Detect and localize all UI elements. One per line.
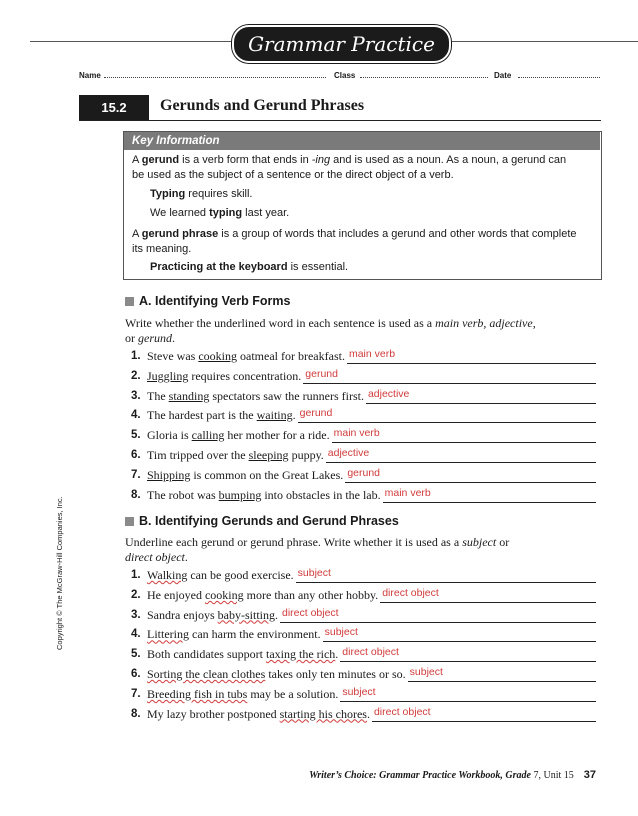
gerund-definition: A gerund is a verb form that ends in -ing and is used as a noun. As a noun, a gerund can be used as the subject of a sentence or the direct object of a verb. <box>132 154 567 181</box>
underlined-word: cooking <box>204 587 244 602</box>
answer-line[interactable] <box>380 602 596 603</box>
answer-line[interactable] <box>366 403 596 404</box>
lesson-number: 15.2 <box>79 95 149 120</box>
answer-text: direct object <box>342 646 399 659</box>
item-number: 3. <box>131 608 141 621</box>
item-sentence: The hardest part is the waiting. <box>147 408 296 423</box>
banner-title: Grammar Practice <box>232 25 451 63</box>
answer-text: direct object <box>281 606 339 619</box>
answer-text: direct object <box>373 705 431 718</box>
item-number: 7. <box>131 687 141 700</box>
item-number: 4. <box>131 409 141 422</box>
underlined-word: Shipping <box>147 467 191 482</box>
item-sentence: He enjoyed cooking more than any other hobby. <box>147 587 379 602</box>
class-field[interactable] <box>360 77 488 78</box>
example-2: We learned typing last year. <box>150 207 290 219</box>
underlined-word: standing <box>168 388 210 403</box>
answer-line[interactable] <box>340 661 596 662</box>
item-sentence: Gloria is calling her mother for a ride. <box>147 428 330 443</box>
item-number: 6. <box>131 449 141 461</box>
example-1: Typing requires skill. <box>150 188 253 200</box>
page-number: 37 <box>583 769 596 781</box>
item-number: 2. <box>131 369 141 382</box>
section-b-heading: B. Identifying Gerunds and Gerund Phrases <box>139 514 399 528</box>
item-sentence: Both candidates support taxing the rich. <box>147 647 339 662</box>
underlined-word: taxing the rich <box>265 647 336 662</box>
answer-text: subject <box>409 666 443 678</box>
underlined-word: sleeping <box>248 448 289 462</box>
item-number: 1. <box>131 569 141 581</box>
item-sentence: The standing spectators saw the runners first. <box>147 388 364 403</box>
section-a-instructions: Write whether the underlined word in each sentence is used as a main verb, adjective, or gerund. <box>125 316 536 345</box>
item-sentence: The robot was bumping into obstacles in the lab. <box>147 487 381 502</box>
underlined-word: bumping <box>218 487 262 502</box>
item-number: 5. <box>131 429 141 442</box>
underlined-word: Littering <box>147 627 189 642</box>
name-label: Name <box>79 71 101 80</box>
item-sentence: Sandra enjoys baby-sitting. <box>147 607 278 622</box>
answer-line[interactable] <box>326 462 596 463</box>
item-number: 6. <box>131 668 141 680</box>
section-a-square-icon <box>125 297 134 306</box>
section-b-square-icon <box>125 517 134 526</box>
item-number: 4. <box>131 628 141 641</box>
answer-text: gerund <box>347 466 381 479</box>
item-number: 3. <box>131 389 141 402</box>
answer-line[interactable] <box>345 482 596 483</box>
answer-line[interactable] <box>323 641 596 642</box>
underlined-word: Walking <box>147 568 188 582</box>
answer-text: main verb <box>333 427 380 440</box>
item-sentence: Juggling requires concentration. <box>147 368 302 383</box>
underlined-word: baby-sitting <box>217 607 275 622</box>
answer-line[interactable] <box>347 363 596 364</box>
underlined-word: starting his chores <box>279 706 367 721</box>
section-a-heading: A. Identifying Verb Forms <box>139 294 291 308</box>
underlined-word: waiting <box>256 408 293 423</box>
answer-text: subject <box>297 567 331 579</box>
item-sentence: Tim tripped over the sleeping puppy. <box>147 448 324 462</box>
underlined-word: Sorting the clean clothes <box>147 667 266 681</box>
answer-line[interactable] <box>332 442 596 443</box>
key-information-heading: Key Information <box>124 132 600 150</box>
answer-line[interactable] <box>408 681 596 682</box>
answer-text: main verb <box>384 486 431 499</box>
answer-line[interactable] <box>372 721 596 722</box>
gerund-phrase-definition: A gerund phrase is a group of words that includes a gerund and other words that complete its meaning. <box>132 228 577 255</box>
answer-line[interactable] <box>296 582 596 583</box>
name-field[interactable] <box>104 77 326 78</box>
item-sentence: My lazy brother postponed starting his chores. <box>147 706 370 721</box>
answer-line[interactable] <box>383 502 596 503</box>
answer-text: adjective <box>367 387 410 400</box>
underlined-word: Juggling <box>147 368 189 383</box>
item-sentence: Walking can be good exercise. <box>147 568 294 582</box>
class-label: Class <box>334 71 356 80</box>
underlined-word: Breeding fish in tubs <box>147 686 248 701</box>
answer-line[interactable] <box>298 422 596 423</box>
item-sentence: Steve was cooking oatmeal for breakfast. <box>147 349 345 363</box>
answer-text: adjective <box>327 447 370 459</box>
answer-text: subject <box>342 685 376 698</box>
item-number: 7. <box>131 468 141 481</box>
answer-text: main verb <box>348 348 396 360</box>
example-3: Practicing at the keyboard is essential. <box>150 261 349 273</box>
lesson-title: Gerunds and Gerund Phrases <box>160 97 365 114</box>
item-sentence: Breeding fish in tubs may be a solution. <box>147 686 339 701</box>
item-sentence: Sorting the clean clothes takes only ten minutes or so. <box>147 667 406 681</box>
answer-line[interactable] <box>280 622 596 623</box>
date-label: Date <box>494 71 512 80</box>
item-number: 8. <box>131 488 141 501</box>
section-b-instructions: Underline each gerund or gerund phrase. Write whether it is used as a subject or direct object. <box>125 535 510 564</box>
underlined-word: calling <box>191 428 225 443</box>
answer-line[interactable] <box>340 701 596 702</box>
copyright-notice: Copyright © The McGraw-Hill Companies, Inc. <box>55 496 64 650</box>
underlined-word: cooking <box>198 349 237 363</box>
date-field[interactable] <box>518 77 600 78</box>
item-number: 5. <box>131 648 141 661</box>
page-footer: Writer’s Choice: Grammar Practice Workbook, Grade 7, Unit 15 37 <box>309 769 596 781</box>
item-sentence: Littering can harm the environment. <box>147 627 321 642</box>
item-number: 2. <box>131 588 141 601</box>
answer-text: gerund <box>305 367 338 380</box>
item-number: 1. <box>131 350 141 362</box>
answer-line[interactable] <box>303 383 596 384</box>
answer-text: direct object <box>382 586 439 599</box>
answer-text: gerund <box>299 407 333 420</box>
answer-text: subject <box>324 626 358 639</box>
item-number: 8. <box>131 707 141 720</box>
item-sentence: Shipping is common on the Great Lakes. <box>147 467 344 482</box>
